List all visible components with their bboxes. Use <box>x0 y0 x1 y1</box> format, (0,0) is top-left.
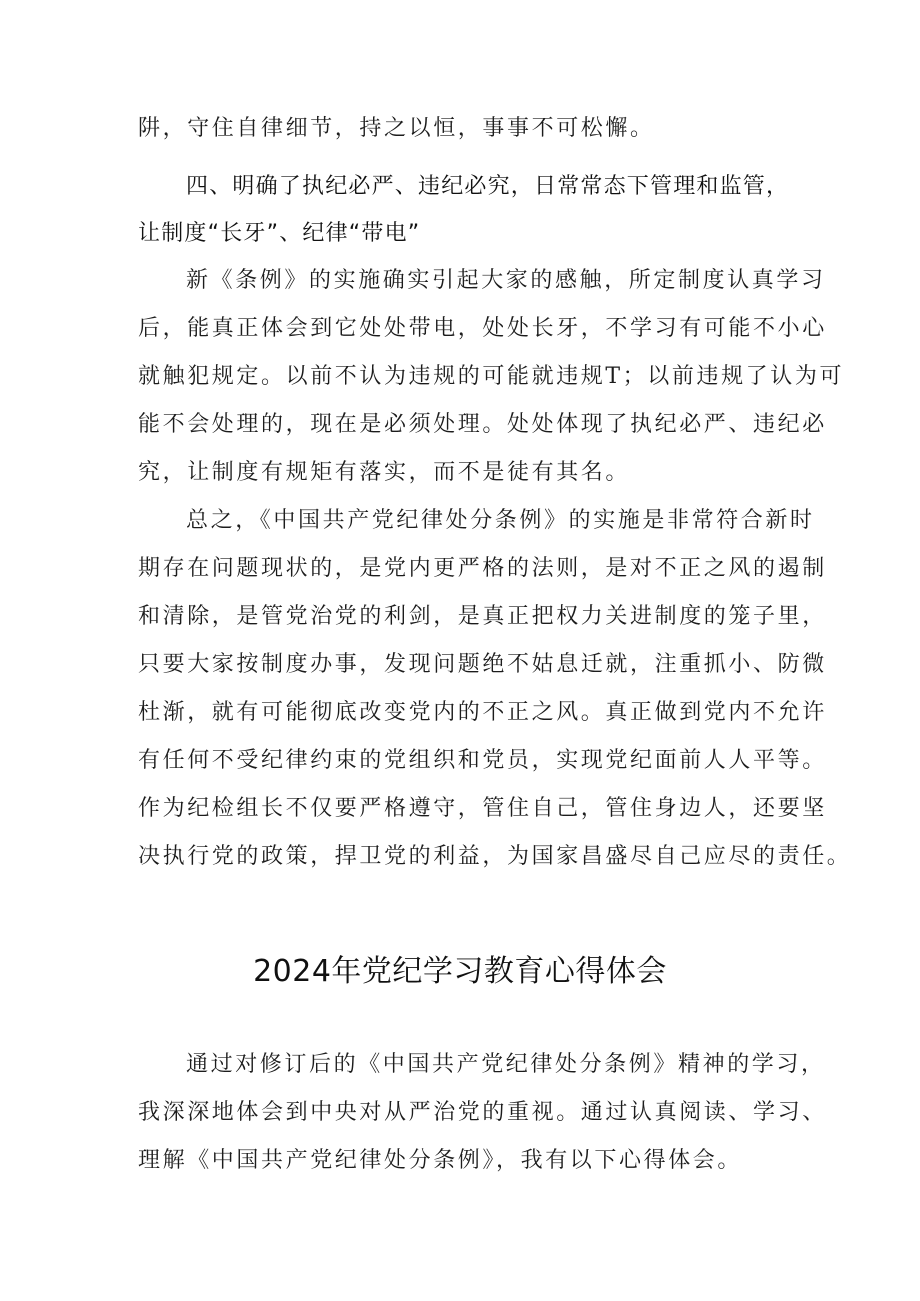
section-heading-line-2: 让制度“长牙”、纪律“带电” <box>138 221 421 246</box>
intro-paragraph-line: 理解《中国共产党纪律处分条例》，我有以下心得体会。 <box>138 1148 743 1173</box>
article-title: 2024年党纪学习教育心得体会 <box>253 954 667 989</box>
conclusion-paragraph-line: 杜渐，就有可能彻底改变党内的不正之风。真正做到党内不允许 <box>138 700 827 725</box>
intro-paragraph-line: 通过对修订后的《中国共产党纪律处分条例》精神的学习， <box>186 1052 826 1077</box>
conclusion-paragraph-line: 期存在问题现状的，是党内更严格的法则，是对不正之风的遏制 <box>138 556 827 581</box>
section-paragraph-line: 究，让制度有规矩有落实，而不是徒有其名。 <box>138 460 631 485</box>
section-paragraph-line: 能不会处理的，现在是必须处理。处处体现了执纪必严、违纪必 <box>138 412 827 437</box>
section-heading-line-1: 四、明确了执纪必严、违纪必究，日常常态下管理和监管， <box>186 174 790 199</box>
conclusion-paragraph-line: 只要大家按制度办事，发现问题绝不姑息迁就，注重抓小、防微 <box>138 652 827 677</box>
conclusion-paragraph-line: 决执行党的政策，捍卫党的利益，为国家昌盛尽自己应尽的责任。 <box>138 844 852 869</box>
paragraph-continuation-line: 阱，守住自律细节，持之以恒，事事不可松懈。 <box>138 116 655 141</box>
section-paragraph-line: 后，能真正体会到它处处带电，处处长牙，不学习有可能不小心 <box>138 316 827 341</box>
section-paragraph-line: 新《条例》的实施确实引起大家的感触，所定制度认真学习 <box>186 268 826 293</box>
section-paragraph-line: 就触犯规定。以前不认为违规的可能就违规T；以前违规了认为可 <box>138 364 845 389</box>
conclusion-paragraph-line: 有任何不受纪律约束的党组织和党员，实现党纪面前人人平等。 <box>138 748 827 773</box>
conclusion-paragraph-line: 和清除，是管党治党的利剑，是真正把权力关进制度的笼子里， <box>138 604 827 629</box>
conclusion-paragraph-line: 作为纪检组长不仅要严格遵守，管住自己，管住身边人，还要坚 <box>138 796 827 821</box>
conclusion-paragraph-line: 总之，《中国共产党纪律处分条例》的实施是非常符合新时 <box>186 508 815 533</box>
intro-paragraph-line: 我深深地体会到中央对从严治党的重视。通过认真阅读、学习、 <box>138 1100 827 1125</box>
